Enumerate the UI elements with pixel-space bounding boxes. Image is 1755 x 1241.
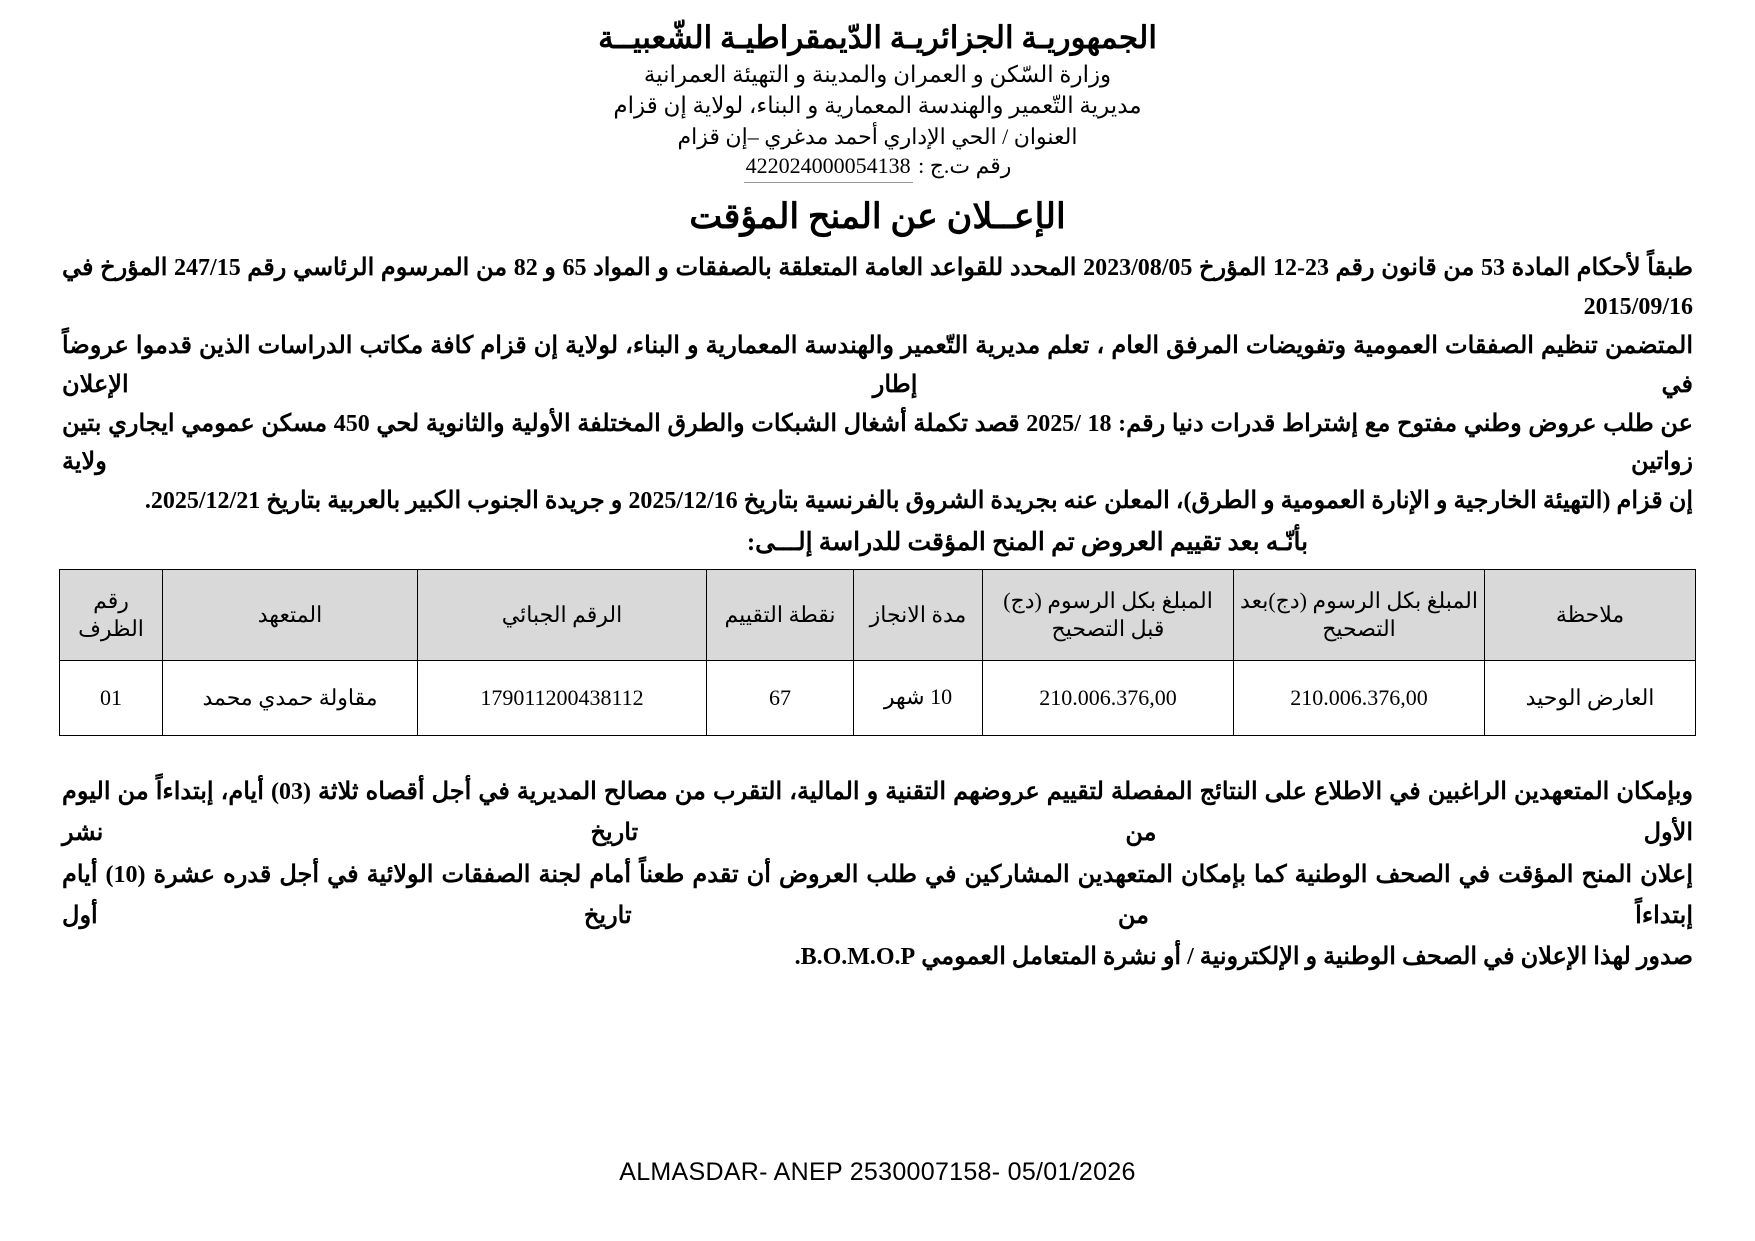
cell-score-value: 67 [769, 685, 791, 711]
cell-amount-before [983, 661, 1234, 736]
cell-envelope-value: 01 [100, 685, 122, 711]
column-header-amount-after-line2: التصحيح [1322, 616, 1396, 642]
cell-bidder: مقاولة حمدي محمد [163, 661, 418, 736]
registration-number-line [58, 152, 1697, 183]
cell-duration [854, 661, 983, 736]
body-line: إن قزام (التهيئة الخارجية و الإنارة العمومية و الطرق)، المعلن عنه بجريدة الشروق بالفرنسية بتاريخ 2025/12/16 و جريدة الجنوب الكبير بالعربية بتاريخ 2025/12/21. [144, 488, 1693, 515]
document-header [58, 18, 1697, 183]
column-header-score: نقطة التقييم [707, 570, 854, 661]
cell-envelope [60, 661, 163, 736]
cell-amount-before-value: 210.006.376,00 [1039, 685, 1177, 711]
table-header [60, 570, 1696, 661]
body-line: طبقاً لأحكام المادة 53 من قانون رقم 23-12 المؤرخ 2023/08/05 المحدد للقواعد العامة المتعلقة بالصفقات و المواد 65 و 82 من المرسوم الرئاسي رقم 247/15 المؤرخ في 2015/09/16 [62, 255, 1694, 320]
cell-amount-after-value: 210.006.376,00 [1290, 685, 1428, 711]
cell-amount-after [1234, 661, 1485, 736]
ministry-line: وزارة السّكن و العمران والمدينة و التهيئة العمرانية [643, 61, 1112, 87]
page-title: الإعــلان عن المنح المؤقت [689, 197, 1066, 237]
cell-score [707, 661, 854, 736]
column-header-envelope: رقم الظرف [60, 570, 163, 661]
footer-paragraph [58, 772, 1697, 978]
column-header-amount-after [1234, 570, 1485, 661]
table-body [60, 661, 1696, 736]
column-header-duration: مدة الانجاز [854, 570, 983, 661]
body-paragraph [58, 249, 1697, 521]
award-lead-line: بأنّـه بعد تقييم العروض تم المنح المؤقت للدراسة إلـــى: [746, 529, 1309, 557]
cell-note: العارض الوحيد [1485, 661, 1696, 736]
address-line: العنوان / الحي الإداري أحمد مدغري –إن قزام [677, 124, 1078, 150]
footer-line: صدور لهذا الإعلان في الصحف الوطنية و الإلكترونية / أو نشرة المتعامل العمومي B.O.M.O.P. [794, 944, 1693, 971]
registration-number-value: 422024000054138 [744, 152, 913, 183]
column-header-amount-before-line1: المبلغ بكل الرسوم (دج) [1003, 587, 1213, 613]
cell-duration-value: 10 شهر [883, 684, 953, 710]
column-header-bidder: المتعهد [163, 570, 418, 661]
table-header-row [60, 570, 1696, 661]
directorate-line: مديرية التّعمير والهندسة المعمارية و البناء، لولاية إن قزام [613, 93, 1142, 119]
republic-title: الجمهوريـة الجزائريـة الدّيمقراطيـة الشّعبيــة [598, 20, 1157, 55]
column-header-amount-before [983, 570, 1234, 661]
column-header-tax-id: الرقم الجبائي [418, 570, 707, 661]
registration-number-label: رقم ت.ج : [912, 153, 1012, 179]
cell-tax-id-value: 179011200438112 [480, 685, 644, 711]
anep-credit: ALMASDAR- ANEP 2530007158- 05/01/2026 [619, 1158, 1136, 1186]
column-header-amount-before-line2: قبل التصحيح [1051, 616, 1165, 642]
award-table [59, 569, 1696, 736]
body-line: عن طلب عروض وطني مفتوح مع إشتراط قدرات دنيا رقم: 18 /2025 قصد تكملة أشغال الشبكات والطرق المختلفة الأولية والثانوية لحي 450 مسكن عمومي ايجاري بتين زواتين ولاية [62, 410, 1694, 476]
column-header-note: ملاحظة [1485, 570, 1696, 661]
footer-line: إعلان المنح المؤقت في الصحف الوطنية كما بإمكان المتعهدين المشاركين في طلب العروض أن تقدم طعناً أمام لجنة الصفقات الولائية في أجل قدره عشرة (10) أيام إبتداءاً من تاريخ أول [62, 861, 1693, 929]
table-row [60, 661, 1696, 736]
footer-line: وبإمكان المتعهدين الراغبين في الاطلاع على النتائج المفصلة لتقييم عروضهم التقنية و المالية، التقرب من مصالح المديرية في أجل أقصاه ثلاثة (03) أيام، إبتداءاً من اليوم الأول من تاريخ نشر [62, 779, 1694, 847]
body-line: المتضمن تنظيم الصفقات العمومية وتفويضات المرفق العام ، تعلم مديرية التّعمير والهندسة المعمارية و البناء، لولاية إن قزام كافة مكاتب الدراسات الذين قدموا عروضاً في إطار الإعلان [62, 332, 1693, 398]
column-header-amount-after-line1: المبلغ بكل الرسوم (دج)بعد [1240, 587, 1478, 613]
cell-tax-id [418, 661, 707, 736]
